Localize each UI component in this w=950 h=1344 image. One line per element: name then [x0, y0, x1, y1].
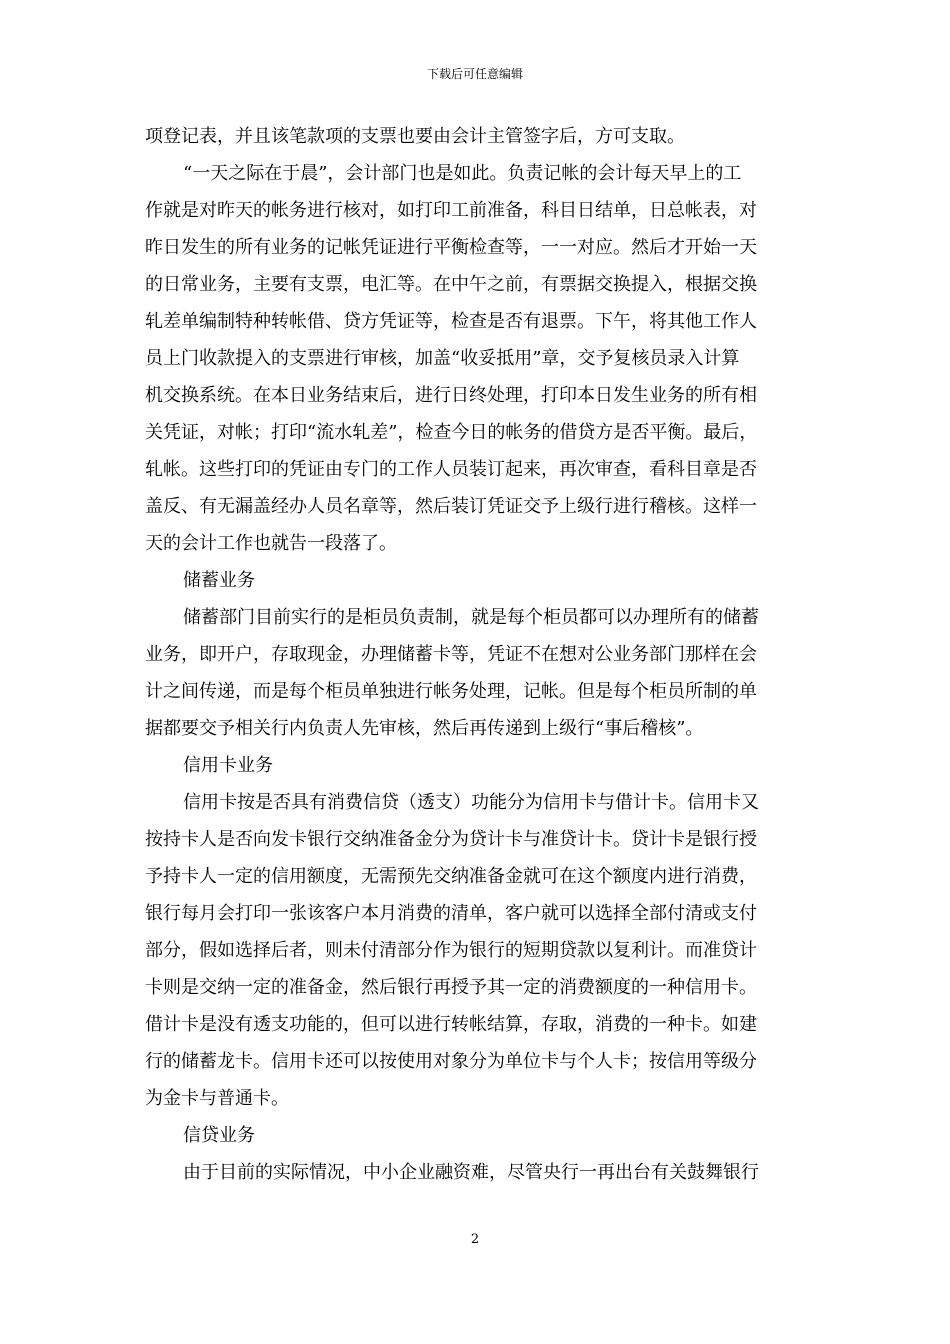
- paragraph-start: 储蓄部门目前实行的是柜员负责制，就是每个柜员都可以办理所有的储蓄: [183, 607, 759, 628]
- text-line: 天的会计工作也就告一段落了。: [145, 533, 397, 554]
- text-line: 部分，假如选择后者，则未付清部分作为银行的短期贷款以复利计。而准贷计: [145, 940, 757, 961]
- paragraph-start: 由于目前的实际情况，中小企业融资难，尽管央行一再出台有关鼓舞银行: [183, 1162, 759, 1183]
- text-line: 银行每月会打印一张该客户本月消费的清单，客户就可以选择全部付清或支付: [145, 903, 757, 924]
- section-heading-savings: 储蓄业务: [183, 570, 255, 591]
- section-heading-lending: 信贷业务: [183, 1125, 255, 1146]
- paragraph-start: “一天之际在于晨”，会计部门也是如此。负责记帐的会计每天早上的工: [183, 163, 742, 184]
- text-line: 据都要交予相关行内负责人先审核，然后再传递到上级行“事后稽核”。: [145, 718, 704, 739]
- text-line: 轧差单编制特种转帐借、贷方凭证等，检查是否有退票。下午，将其他工作人: [145, 311, 757, 332]
- text-line: 行的储蓄龙卡。信用卡还可以按使用对象分为单位卡与个人卡；按信用等级分: [145, 1051, 757, 1072]
- page-number: 2: [470, 1232, 480, 1247]
- document-body: [145, 118, 807, 1191]
- text-line: 机交换系统。在本日业务结束后，进行日终处理，打印本日发生业务的所有相: [145, 385, 757, 406]
- section-heading-credit-card: 信用卡业务: [183, 755, 273, 776]
- text-line: 轧帐。这些打印的凭证由专门的工作人员装订起来，再次审查，看科目章是否: [145, 459, 757, 480]
- page-header: 下载后可任意编辑: [426, 67, 523, 81]
- text-line: 业务，即开户，存取现金，办理储蓄卡等，凭证不在想对公业务部门那样在会: [145, 644, 757, 665]
- text-line: 昨日发生的所有业务的记帐凭证进行平衡检查等，一一对应。然后才开始一天: [145, 237, 757, 258]
- text-line: 卡则是交纳一定的准备金，然后银行再授予其一定的消费额度的一种信用卡。: [145, 977, 757, 998]
- text-line: 的日常业务，主要有支票，电汇等。在中午之前，有票据交换提入，根据交换: [145, 274, 757, 295]
- text-line: 为金卡与普通卡。: [145, 1088, 289, 1109]
- text-line: 按持卡人是否向发卡银行交纳准备金分为贷计卡与准贷计卡。贷计卡是银行授: [145, 829, 757, 850]
- paragraph-start: 信用卡按是否具有消费信贷（透支）功能分为信用卡与借计卡。信用卡又: [183, 792, 759, 813]
- text-line: 计之间传递，而是每个柜员单独进行帐务处理，记帐。但是每个柜员所制的单: [145, 681, 757, 702]
- text-line: 项登记表，并且该笔款项的支票也要由会计主管签字后，方可支取。: [145, 126, 685, 147]
- text-line: 关凭证，对帐；打印“流水轧差”，检查今日的帐务的借贷方是否平衡。最后，: [145, 422, 758, 443]
- text-line: 盖反、有无漏盖经办人员名章等，然后装订凭证交予上级行进行稽核。这样一: [145, 496, 757, 517]
- text-line: 作就是对昨天的帐务进行核对，如打印工前准备，科目日结单，日总帐表，对: [145, 200, 757, 221]
- text-line: 员上门收款提入的支票进行审核，加盖“收妥抵用”章，交予复核员录入计算: [145, 348, 740, 369]
- text-line: 予持卡人一定的信用额度，无需预先交纳准备金就可在这个额度内进行消费，: [145, 866, 757, 887]
- text-line: 借计卡是没有透支功能的，但可以进行转帐结算，存取，消费的一种卡。如建: [145, 1014, 757, 1035]
